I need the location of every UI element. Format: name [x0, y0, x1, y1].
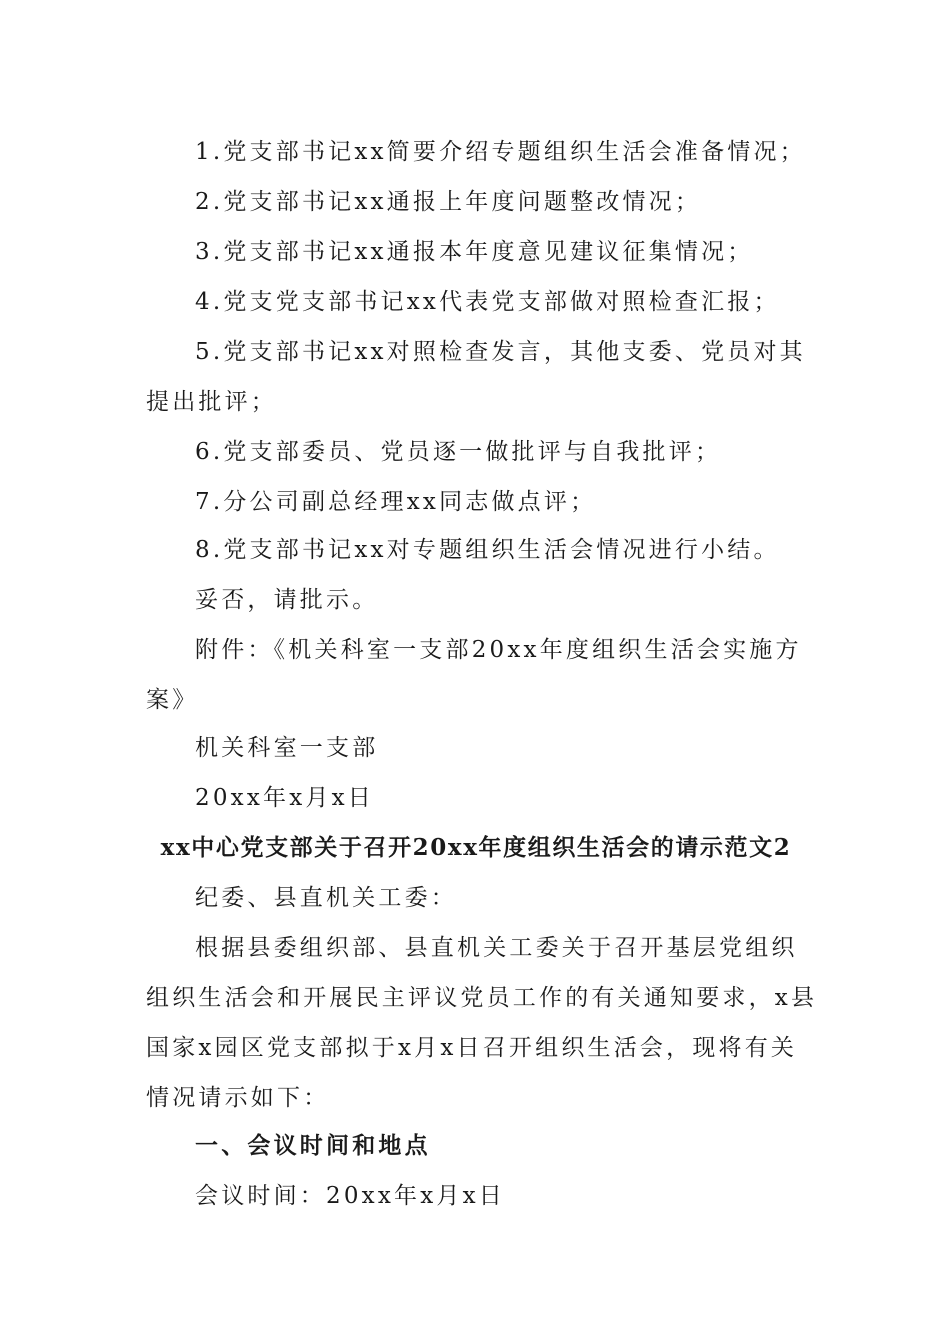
agenda-item-7: 7.分公司副总经理xx同志做点评； — [195, 489, 597, 515]
agenda-item-5: 5.党支部书记xx对照检查发言，其他支委、党员对其 — [195, 339, 806, 365]
body-paragraph-line-4: 情况请示如下： — [146, 1085, 330, 1111]
body-paragraph-line-3: 国家x园区党支部拟于x月x日召开组织生活会，现将有关 — [146, 1035, 798, 1061]
body-paragraph-line-2: 组织生活会和开展民主评议党员工作的有关通知要求，x县 — [146, 985, 818, 1011]
agenda-item-4: 4.党支党支部书记xx代表党支部做对照检查汇报； — [195, 289, 780, 315]
recipient-line: 纪委、县直机关工委： — [195, 885, 457, 911]
agenda-item-6: 6.党支部委员、党员逐一做批评与自我批评； — [195, 439, 722, 465]
attachment-line: 附件：《机关科室一支部20xx年度组织生活会实施方 — [195, 637, 802, 663]
agenda-item-1: 1.党支部书记xx简要介绍专题组织生活会准备情况； — [195, 139, 806, 165]
agenda-item-2: 2.党支部书记xx通报上年度问题整改情况； — [195, 189, 702, 215]
attachment-line-continued: 案》 — [146, 687, 199, 713]
section-heading-1: 一、会议时间和地点 — [195, 1132, 431, 1159]
agenda-item-8: 8.党支部书记xx对专题组织生活会情况进行小结。 — [195, 537, 780, 563]
signature-date: 20xx年x月x日 — [195, 785, 374, 811]
section-title: xx中心党支部关于召开20xx年度组织生活会的请示范文2 — [160, 834, 792, 861]
signature-organization: 机关科室一支部 — [195, 735, 379, 761]
meeting-time-line: 会议时间：20xx年x月x日 — [195, 1183, 505, 1209]
body-paragraph-line-1: 根据县委组织部、县直机关工委关于召开基层党组织 — [195, 935, 798, 961]
agenda-item-3: 3.党支部书记xx通报本年度意见建议征集情况； — [195, 239, 754, 265]
agenda-item-5-continued: 提出批评； — [146, 389, 277, 415]
closing-line: 妥否，请批示。 — [195, 587, 379, 613]
